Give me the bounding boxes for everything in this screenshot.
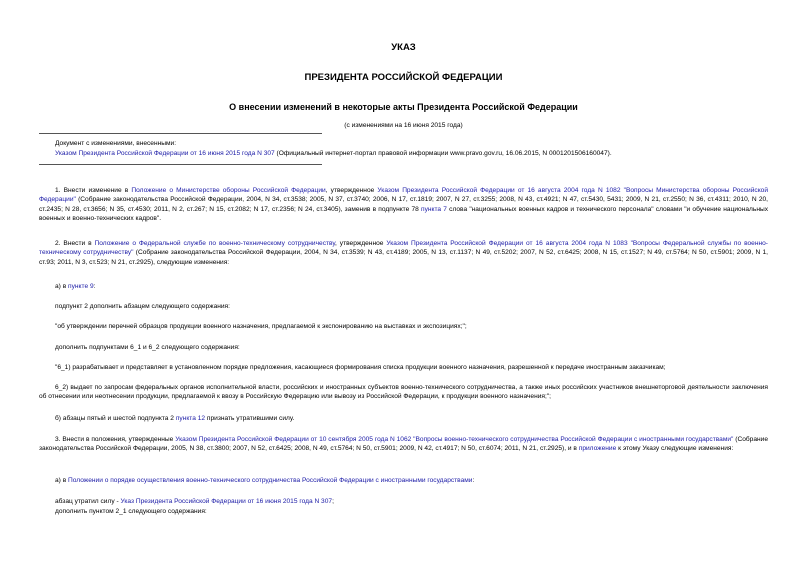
bottom-divider [39,164,322,165]
link-point-9[interactable]: пункте 9 [68,283,94,290]
item-2a-line2: "об утверждении перечней образцов продукции военного назначения, предлагаемой к экспонированию на выставках и экспозициях;"; [55,323,467,330]
link-point-7[interactable]: пункта 7 [421,205,447,213]
document-title: О внесении изменений в некоторые акты Президента Российской Федерации [229,102,578,112]
item-3a-line1: абзац утратил силу - Указ Президента Российской Федерации от 16 июня 2015 года N 307; [55,498,334,505]
changes-line [55,149,612,158]
changes-label: Документ с изменениями, внесенными: [55,140,177,147]
link-decree-1062[interactable]: Указом Президента Российской Федерации от 10 сентября 2005 года N 1062 "Вопросы военно-технического сотрудничества Российской Федерации с иностранными государствами" [175,436,734,443]
changes-decree-link[interactable]: Указом Президента Российской Федерации от 16 июня 2015 года N 307 [55,150,275,157]
link-appendix[interactable]: приложение [578,445,617,453]
link-decree-1082[interactable]: Указом Президента Российской Федерации от 16 августа 2004 года N 1082 "Вопросы Министерства обороны Российской Федерации" [39,187,768,204]
link-decree-1083[interactable]: Указом Президента Российской Федерации от 16 августа 2004 года N 1083 "Вопросы Федеральной службы по военно-техническому сотрудничеству" [39,240,768,257]
item-2a-line1: подпункт 2 дополнить абзацем следующего содержания: [55,303,230,310]
paragraph-2: 2. Внести в Положение о Федеральной службе по военно-техническому сотрудничеству, утвержденное Указом Президента Российской Федерации от 16 августа 2004 года N 1083 "Вопросы Федеральной службы по военно-техническому сотрудничеству" (Собрание законодательства Российской Федерации, 2004, N 34, ст.3539; N 43, ст.4189; 2005, N 13, ст.1137; N 49, ст.5202; 2007, N 52, ст.6425; 2008, N 15, ст.1527; N 49, ст.5764; N 50, ст.5901; 2009, N 1, ст.93; 2011, N 3, ст.523; N 21, ст.2925), следующие изменения: [39,240,768,266]
paragraph-1: 1. Внести изменение в Положение о Министерстве обороны Российской Федерации, утвержденное Указом Президента Российской Федерации от 16 августа 2004 года N 1082 "Вопросы Министерства обороны Российской Федерации" (Собрание законодательства Российской Федерации, 2004, N 34, ст.3538; 2005, N 37, ст.3740; 2006, N 17, ст.1819; 2007, N 27, ст.3255; 2008, N 43, ст.4921; N 47, ст.5430, 5431; 2009, N 21, ст.2550; N 36, ст.4311; 2010, N 20, ст.2435; N 28, ст.3656; N 35, ст.4530; 2011, N 2, ст.267; N 15, ст.2082; N 17, ст.2356; N 24, ст.3405), заменив в подпункте 78 пункта 7 слова "национальных военных кадров и технического персонала" словами "и обучение национальных военных и военно-технических кадров". [39,187,768,222]
link-fsvts-regulation[interactable]: Положение о Федеральной службе по военно-техническому сотрудничеству [94,240,336,247]
item-2a-line5: 6_2) выдает по запросам федеральных органов исполнительной власти, российских и иностранных субъектов военно-технического сотрудничества, а также иных российских участников внешнеторговой деятельности заключения об отнесении или неотнесении продукции, предлагаемой к ввозу в Российскую Федерацию или вывозу из Российской Федерации, к продукции военного назначения;"; [39,384,768,401]
edition-note: (с изменениями на 16 июня 2015 года) [344,122,463,129]
item-2b: б) абзацы пятый и шестой подпункта 2 пункта 12 признать утратившими силу. [55,415,295,422]
item-3a-line2: дополнить пунктом 2_1 следующего содержания: [55,508,207,515]
item-2a-line4: "6_1) разрабатывает и представляет в установленном порядке предложения, касающиеся формирования списка продукции военного назначения, разрешенной к передаче иностранным заказчикам; [55,364,666,371]
link-point-12[interactable]: пункта 12 [175,415,206,422]
issuer-title: ПРЕЗИДЕНТА РОССИЙСКОЙ ФЕДЕРАЦИИ [304,72,503,83]
link-mod-regulation[interactable]: Положение о Министерстве обороны Российской Федерации [131,187,326,194]
link-mtc-procedure[interactable]: Положении о порядке осуществления военно-технического сотрудничества Российской Федерации с иностранными государствами [68,477,473,484]
item-2a: а) в пункте 9: [55,283,96,290]
changes-source: (Официальный интернет-портал правовой информации www.pravo.gov.ru, 16.06.2015, N 0001201506160047). [274,150,612,157]
doc-type-title: УКАЗ [391,42,416,53]
item-2a-line3: дополнить подпунктами 6_1 и 6_2 следующего содержания: [55,344,240,351]
top-divider [39,133,322,134]
paragraph-3: 3. Внести в положения, утвержденные Указом Президента Российской Федерации от 10 сентября 2005 года N 1062 "Вопросы военно-технического сотрудничества Российской Федерации с иностранными государствами" (Собрание законодательства Российской Федерации, 2005, N 38, ст.3800; 2007, N 52, ст.6425; 2008, N 49, ст.5764; N 50, ст.5901; 2009, N 42, ст.4917; N 50, ст.6074; 2011, N 21, ст.2925), и в приложение к этому Указу следующие изменения: [39,436,768,453]
item-3a: а) в Положении о порядке осуществления военно-технического сотрудничества Российской Федерации с иностранными государствами: [55,477,475,484]
link-decree-307[interactable]: Указ Президента Российской Федерации от 16 июня 2015 года N 307 [120,498,333,505]
